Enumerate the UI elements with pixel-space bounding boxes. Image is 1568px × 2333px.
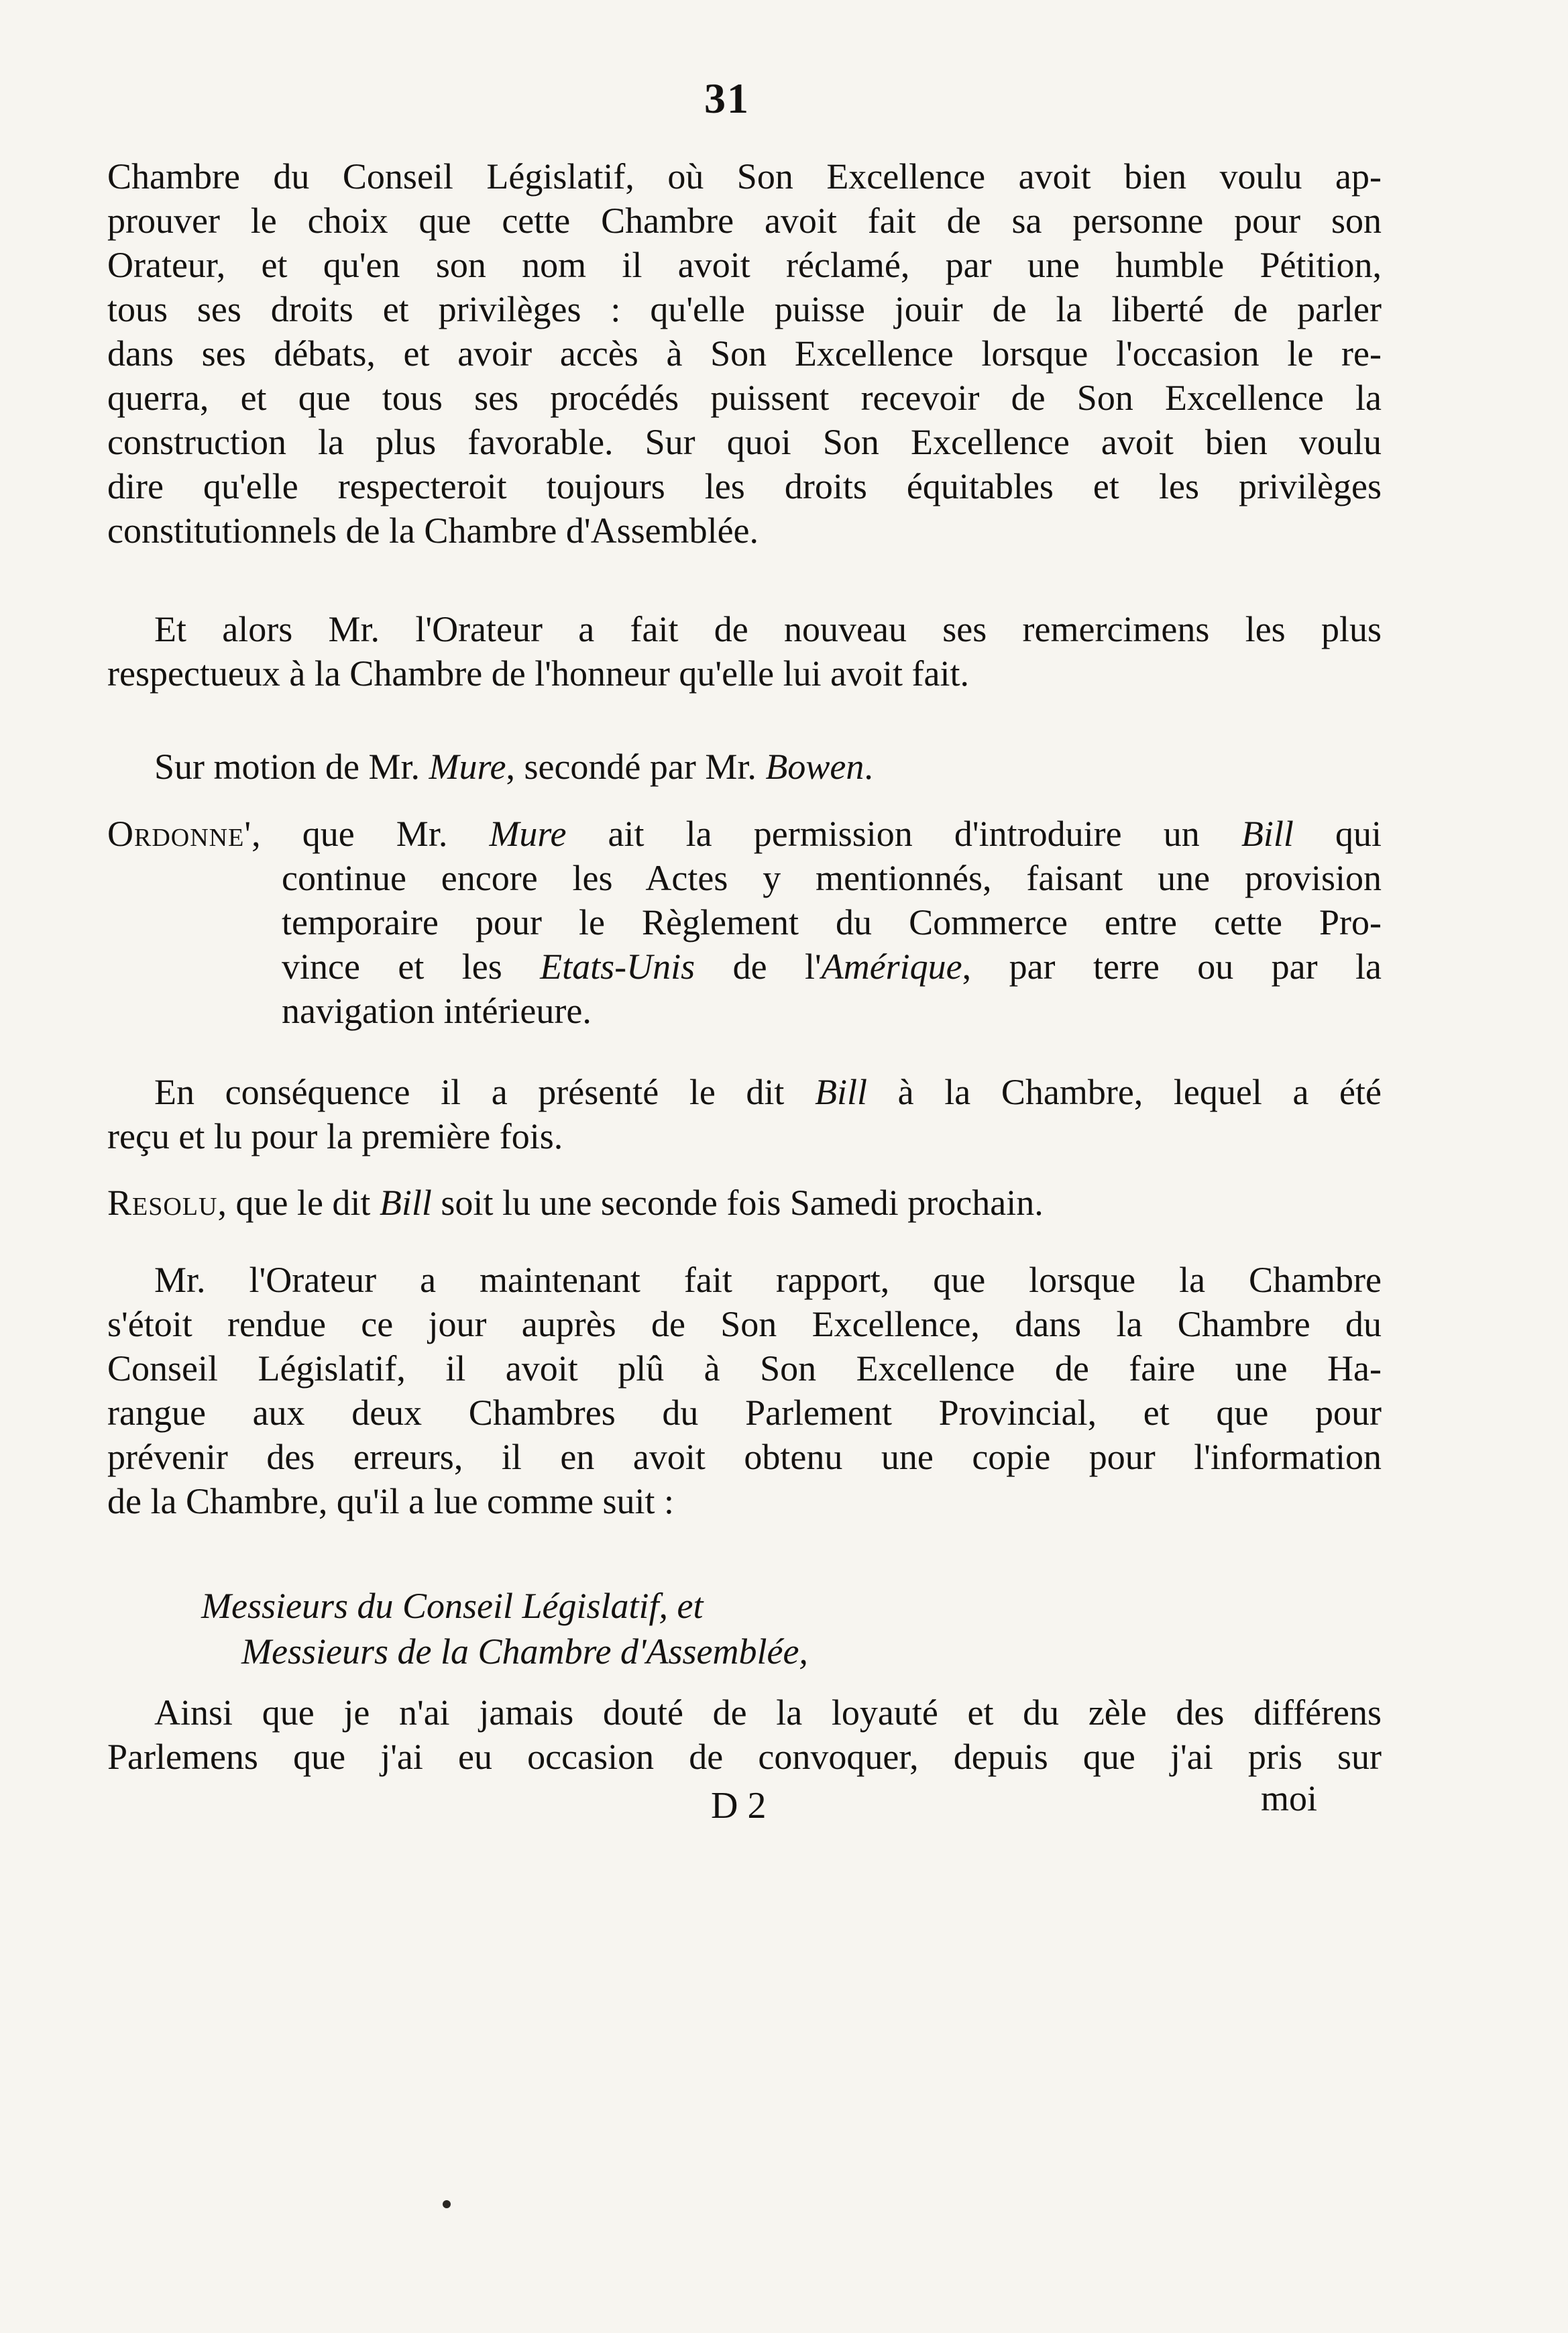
text-line: dire qu'elle respecteroit toujours les droits équitables et les privilèges — [107, 466, 1382, 506]
member-name: Mure — [489, 814, 567, 854]
bill-term: Bill — [379, 1183, 432, 1223]
text-line: reçu et lu pour la première fois. — [107, 1116, 563, 1156]
text-line: querra, et que tous ses procédés puissent recevoir de Son Excellence la — [107, 378, 1382, 418]
text-line: Orateur, et qu'en son nom il avoit réclamé, par une humble Pétition, — [107, 245, 1382, 285]
consequence-text: à la Chambre, lequel a été — [867, 1072, 1382, 1112]
paragraph-motion — [107, 745, 1382, 789]
text-line — [107, 944, 1382, 989]
text-line: Ainsi que je n'ai jamais douté de la loyauté et du zèle des différens — [154, 1692, 1382, 1733]
motion-text: . — [864, 747, 873, 787]
text-line: s'étoit rendue ce jour auprès de Son Excellence, dans la Chambre du — [107, 1304, 1382, 1344]
consequence-text: En conséquence il a présenté le dit — [154, 1072, 816, 1112]
paragraph-ordonne — [107, 812, 1382, 1033]
resolu-keyword: Resolu — [107, 1183, 218, 1223]
text-line — [107, 812, 1382, 856]
text-line: constitutionnels de la Chambre d'Assemblée. — [107, 510, 759, 551]
signature-mark: D 2 — [711, 1785, 767, 1827]
ordonne-text: , par terre ou par la — [962, 946, 1382, 987]
ink-speck — [443, 2200, 451, 2208]
text-line: Conseil Législatif, il avoit plû à Son Excellence de faire une Ha- — [107, 1348, 1382, 1389]
paragraph-ainsi — [107, 1690, 1382, 1779]
text-line: construction la plus favorable. Sur quoi Son Excellence avoit bien voulu — [107, 422, 1382, 462]
text-line: prouver le choix que cette Chambre avoit fait de sa personne pour son — [107, 201, 1382, 241]
text-line: respectueux à la Chambre de l'honneur qu'elle lui avoit fait. — [107, 653, 970, 694]
bill-term: Bill — [1241, 814, 1294, 854]
text-line: continue encore les Actes y mentionnés, faisant une provision — [282, 858, 1382, 898]
address-salutation — [201, 1583, 1140, 1674]
motion-text: , secondé par Mr. — [506, 747, 766, 787]
resolu-text: soit lu une seconde fois Samedi prochain. — [431, 1183, 1044, 1223]
ordonne-text: ait la permission d'introduire un — [566, 814, 1241, 854]
text-line — [107, 1070, 1382, 1114]
motion-text: Sur motion de Mr. — [154, 747, 429, 787]
text-line: Chambre du Conseil Législatif, où Son Excellence avoit bien voulu ap- — [107, 156, 1382, 197]
member-name: Mure — [429, 747, 506, 787]
address-line: Messieurs du Conseil Législatif, et — [201, 1586, 704, 1626]
text-line: Mr. l'Orateur a maintenant fait rapport, que lorsque la Chambre — [154, 1260, 1382, 1300]
ordonne-keyword: Ordonne' — [107, 814, 252, 854]
text-line: Et alors Mr. l'Orateur a fait de nouveau ses remercimens les plus — [154, 609, 1382, 649]
text-line: prévenir des erreurs, il en avoit obtenu une copie pour l'information — [107, 1437, 1382, 1477]
page-number: 31 — [704, 74, 750, 122]
ordonne-text: de l' — [695, 946, 822, 987]
member-name: Bowen — [765, 747, 864, 787]
resolu-text: , que le dit — [217, 1183, 380, 1223]
text-line: Parlemens que j'ai eu occasion de convoquer, depuis que j'ai pris sur — [107, 1737, 1382, 1777]
place-name: Etats-Unis — [540, 946, 695, 987]
paragraph-resolu — [107, 1181, 1382, 1225]
text-line — [107, 745, 1382, 789]
bill-term: Bill — [815, 1072, 868, 1112]
address-line: Messieurs de la Chambre d'Assemblée, — [241, 1631, 808, 1672]
place-name: Amérique — [821, 946, 962, 987]
text-line: rangue aux deux Chambres du Parlement Provincial, et que pour — [107, 1393, 1382, 1433]
ordonne-text: vince et les — [282, 946, 541, 987]
text-line: navigation intérieure. — [282, 991, 592, 1031]
paragraph-rapport — [107, 1258, 1382, 1523]
ordonne-text: qui — [1293, 814, 1382, 854]
paragraph-remercimens — [107, 607, 1382, 696]
paragraph-chambre-conseil — [107, 154, 1382, 553]
text-line: de la Chambre, qu'il a lue comme suit : — [107, 1481, 675, 1521]
text-line: temporaire pour le Règlement du Commerce entre cette Pro- — [282, 902, 1382, 942]
paragraph-consequence — [107, 1070, 1382, 1158]
text-line: tous ses droits et privilèges : qu'elle puisse jouir de la liberté de parler — [107, 289, 1382, 329]
catchword: moi — [1261, 1778, 1318, 1819]
text-line — [107, 1181, 1382, 1225]
text-line: dans ses débats, et avoir accès à Son Excellence lorsque l'occasion le re- — [107, 333, 1382, 374]
ordonne-text: , que Mr. — [251, 814, 490, 854]
